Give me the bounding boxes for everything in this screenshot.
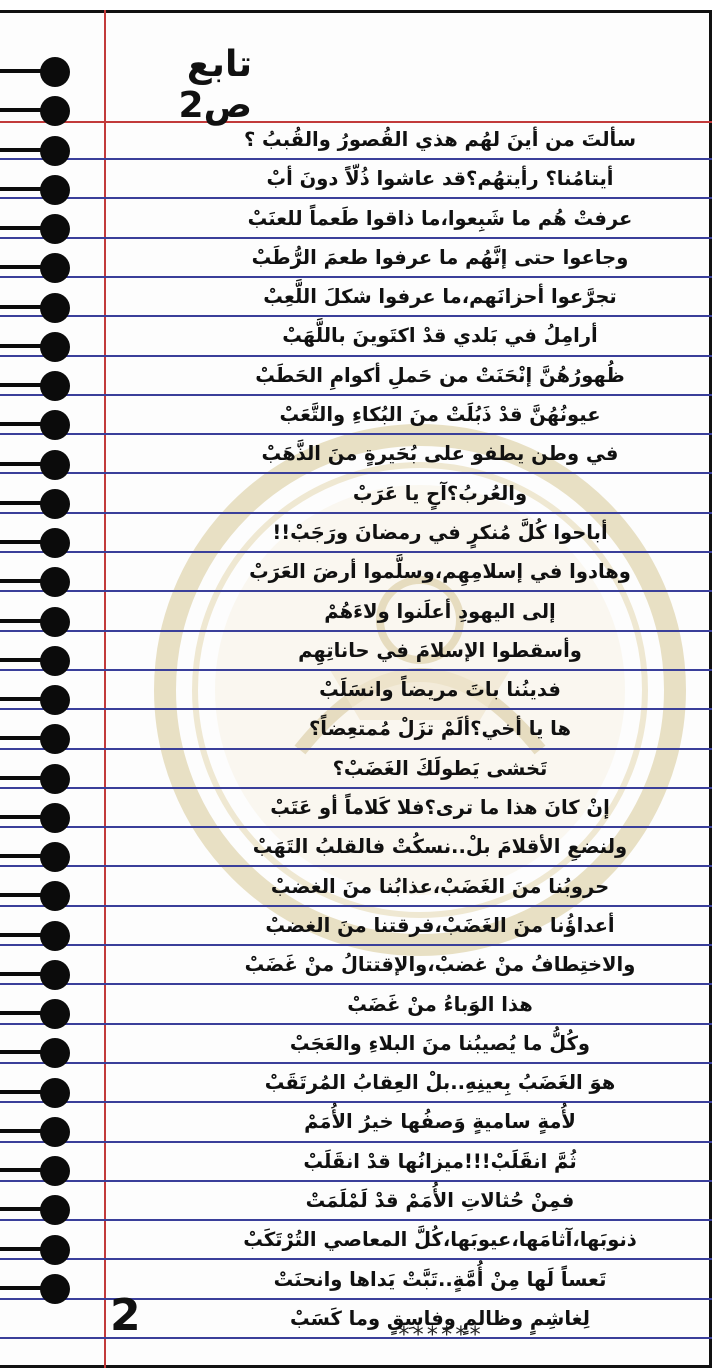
binder-ring-icon: [0, 920, 75, 950]
binder-ring-icon: [0, 723, 75, 753]
poem-line: ظُهورُهُنَّ إنْحَنَتْ من حَملِ أكوامِ الحَطَبْ: [255, 363, 625, 387]
poem-line: وجاعوا حتى إنَّهُم ما عرفوا طعمَ الرُّطَبْ: [251, 245, 629, 269]
binder-ring-icon: [0, 998, 75, 1028]
poem-line: ذنوبَها،آثامَها،عيوبَها،كُلَّ المعاصي التُرْتَكَبْ: [243, 1228, 637, 1252]
poem-line: لِغاشِمٍ وظالمٍ وفاسِقٍ وما كَسَبْ: [289, 1306, 590, 1330]
binder-ring-icon: [0, 488, 75, 518]
binder-ring-icon: [0, 841, 75, 871]
page-title: تابع ص2: [178, 44, 252, 126]
poem-line: تجرَّعوا أحزانَهم،ما عرفوا شكلَ اللَّعِبْ: [263, 285, 617, 309]
binder-ring-icon: [0, 566, 75, 596]
poem-line: سألتَ من أينَ لهُم هذي القُصورُ والقُببُ ؟: [243, 128, 637, 151]
poem-line: والاختِطافُ منْ غضبْ،والإقتتالُ منْ غَضَبْ: [244, 953, 636, 977]
binder-ring-icon: [0, 213, 75, 243]
poem-line: أعداؤُنا منَ الغَضَبْ،فرقتنا منَ الغضبْ: [265, 913, 615, 937]
binder-ring-icon: [0, 56, 75, 86]
binder-ring-icon: [0, 606, 75, 636]
poem-line: وهادوا في إسلامِهِم،وسلَّموا أرضَ العَرَبْ: [249, 560, 631, 584]
binder-ring-icon: [0, 409, 75, 439]
binder-ring-icon: [0, 1155, 75, 1185]
poem-line: وأسقطوا الإسلامَ في حاناتِهِم: [298, 638, 582, 662]
page-number: 2: [110, 1290, 141, 1341]
binder-ring-icon: [0, 1234, 75, 1264]
poem-line: حروبُنا منَ الغَضَبْ،عذابُنا منَ الغضبْ: [270, 874, 610, 898]
poem-line: عيونُهُنَّ قدْ ذَبُلَتْ منَ البُكاءِ والتَّعَبْ: [279, 403, 601, 427]
binder-ring-icon: [0, 1037, 75, 1067]
binder-ring-icon: [0, 1116, 75, 1146]
poem-line: أيتامُنا؟ رأيتهُم؟قد عاشوا ذُلّاً دونَ أبْ: [266, 167, 614, 191]
poem-line: هوَ الغَضَبُ بِعينِهِ..بلْ العِقابُ المُرتَقَبْ: [264, 1071, 616, 1095]
binder-ring-icon: [0, 763, 75, 793]
poem-line: ها يا أخي؟ألَمْ تزَلْ مُمتعِضاً؟: [308, 717, 572, 741]
poem-line: إلى اليهودِ أعلَنوا ولاءَهُمْ: [324, 599, 556, 623]
binder-ring-icon: [0, 331, 75, 361]
binder-ring-icon: [0, 959, 75, 989]
poem-line: تَعساً لَها مِنْ أُمَّةٍ..تَبَّتْ يَداها وانحنَتْ: [273, 1267, 607, 1291]
poem-body: [200, 120, 680, 1338]
binder-ring-icon: [0, 1194, 75, 1224]
poem-line: والعُربُ؟آحٍ يا عَرَبْ: [352, 481, 528, 505]
poem-line: في وطن يطفو على بُحَيرةٍ منَ الذَّهَبْ: [261, 442, 619, 466]
poem-line: إنْ كانَ هذا ما ترى؟فلا كَلاماً أو عَتَبْ: [270, 796, 610, 820]
binder-ring-icon: [0, 1077, 75, 1107]
binder-ring-icon: [0, 684, 75, 714]
binder-ring-icon: [0, 1273, 75, 1303]
binder-ring-icon: [0, 802, 75, 832]
margin-line: [104, 10, 106, 1368]
binder-ring-icon: [0, 880, 75, 910]
poem-line: عرفتْ هُم ما شَبِعوا،ما ذاقوا طَعماً للعنَبْ: [247, 206, 633, 230]
poem-line: ثُمَّ انقَلَبْ!!!ميزانُها قدْ انقَلَبْ: [303, 1149, 577, 1173]
binder-ring-icon: [0, 252, 75, 282]
binder-ring-icon: [0, 135, 75, 165]
binder-ring-icon: [0, 645, 75, 675]
poem-line: أرامِلُ في بَلدي قدْ اكتَوينَ باللَّهَبْ: [282, 324, 598, 348]
poem-line: هذا الوَباءُ منْ غَضَبْ: [347, 992, 533, 1016]
poem-line: ولنضعِ الأقلامَ بلْ..نسكُتْ فالقلبُ التَهَبْ: [252, 835, 628, 859]
binder-ring-icon: [0, 95, 75, 125]
poem-line: أباحوا كُلَّ مُنكرٍ في رمضانَ ورَجَبْ!!: [272, 520, 608, 544]
binder-ring-icon: [0, 174, 75, 204]
poem-line: تَخشى يَطولَكَ الغَضَبْ؟: [332, 756, 548, 780]
poem-line: فدينُنا باتَ مريضاً وانسَلَبْ: [319, 678, 561, 702]
closing-stars: ******: [397, 1323, 483, 1348]
poem-line: فمِنْ حُثالاتِ الأُمَمْ قدْ لَمْلَمَتْ: [305, 1189, 575, 1213]
binder-ring-icon: [0, 370, 75, 400]
poem-line: لأُمةٍ ساميةٍ وَصفُها خيرُ الأُمَمْ: [304, 1110, 576, 1134]
binder-ring-icon: [0, 292, 75, 322]
binder-ring-icon: [0, 449, 75, 479]
poem-line: وكُلُّ ما يُصيبُنا منَ البلاءِ والعَجَبْ: [289, 1031, 591, 1055]
binder-ring-icon: [0, 527, 75, 557]
